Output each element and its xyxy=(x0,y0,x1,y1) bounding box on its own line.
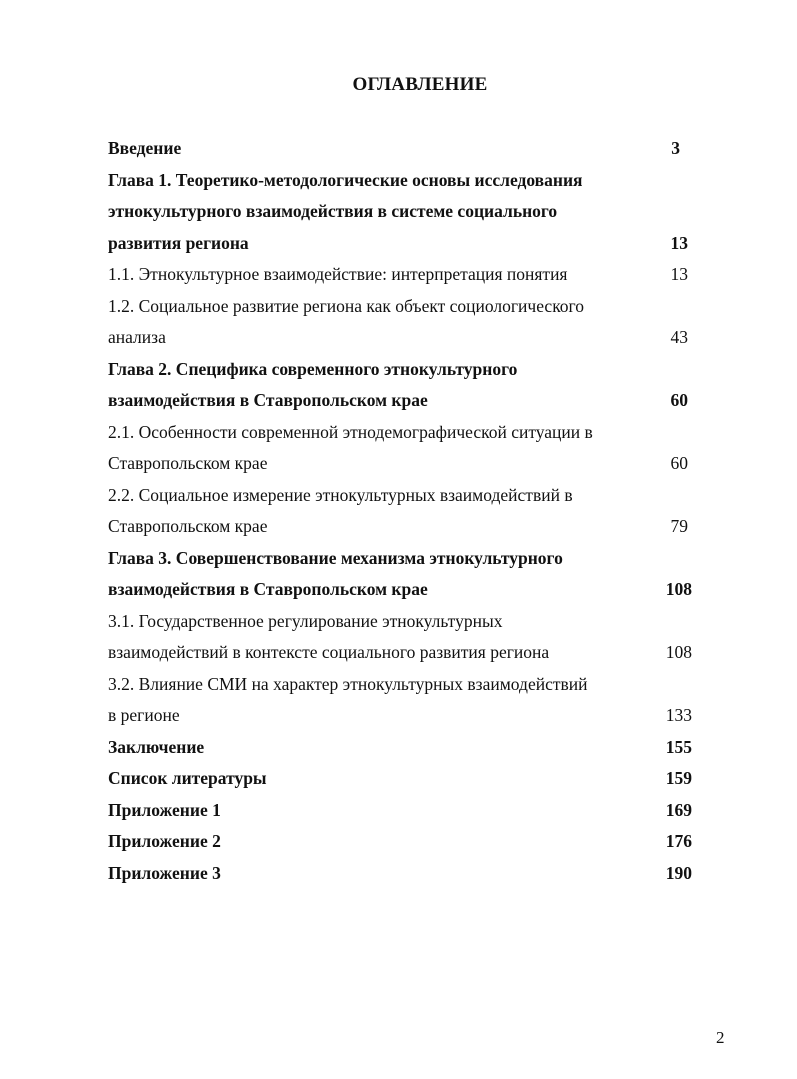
toc-entry-page: 133 xyxy=(665,705,692,725)
toc-entry-text: взаимодействия в Ставропольском крае xyxy=(108,390,428,410)
toc-entry-section-1-1 xyxy=(108,259,692,291)
toc-entry-text: 1.2. Социальное развитие региона как объект социологического xyxy=(108,295,585,316)
toc-entry-appendix-1 xyxy=(108,795,692,827)
toc-entry-section-3-1-end xyxy=(108,637,692,669)
toc-entry-section-2-2-end xyxy=(108,511,692,543)
toc-entry-text: 3.1. Государственное регулирование этнокультурных xyxy=(108,610,503,631)
toc-entry-chapter-3-end xyxy=(108,574,692,606)
toc-entry-page: 159 xyxy=(665,768,692,788)
toc-entry-page: 79 xyxy=(670,516,688,536)
toc-entry-appendix-3 xyxy=(108,858,692,890)
toc-entry-text: Приложение 3 xyxy=(108,862,221,883)
toc-entry-text: Глава 1. Теоретико-методологические основы исследования xyxy=(108,169,583,190)
toc-entry-conclusion xyxy=(108,732,692,764)
toc-entry-chapter-1-end xyxy=(108,228,692,260)
toc-entry-text: взаимодействия в Ставропольском крае xyxy=(108,579,428,599)
toc-entry-page: 60 xyxy=(670,453,688,473)
toc-entry-text: взаимодействий в контексте социального развития региона xyxy=(108,642,550,662)
toc-entry-section-3-2-end xyxy=(108,700,692,732)
toc-entry-text: Заключение xyxy=(108,736,205,757)
toc-entry-section-1-2-end xyxy=(108,322,692,354)
toc-entry-text: анализа xyxy=(108,327,166,347)
toc-entry-page: 3 xyxy=(671,138,680,158)
toc-entry-text: развития региона xyxy=(108,232,249,253)
toc-entry-section-2-2 xyxy=(108,480,692,512)
toc-entry-page: 60 xyxy=(670,390,688,410)
toc-entry-intro xyxy=(108,133,692,165)
toc-entry-page: 108 xyxy=(665,579,692,599)
toc-entry-text: 1.1. Этнокультурное взаимодействие: интерпретация понятия xyxy=(108,264,568,284)
toc-entry-page: 13 xyxy=(670,264,688,284)
toc-entry-text: 2.2. Социальное измерение этнокультурных взаимодействий в xyxy=(108,484,573,505)
toc-entry-text: Приложение 2 xyxy=(108,831,221,851)
toc-entry-page: 43 xyxy=(670,327,688,347)
toc-entry-text: Ставропольском крае xyxy=(108,453,268,473)
toc-entry-chapter-2 xyxy=(108,354,692,386)
toc-entry-text: этнокультурного взаимодействия в системе социального xyxy=(108,201,558,221)
toc-entry-bibliography xyxy=(108,763,692,795)
toc-entry-section-2-1 xyxy=(108,417,692,449)
toc-entry-page: 176 xyxy=(665,831,692,851)
toc-entry-page: 108 xyxy=(665,642,692,662)
toc-entry-section-3-2 xyxy=(108,669,692,701)
toc-entry-section-3-1 xyxy=(108,606,692,638)
toc-entry-page: 155 xyxy=(665,736,692,757)
toc-entry-text: 3.2. Влияние СМИ на характер этнокультурных взаимодействий xyxy=(108,673,588,694)
toc-entry-page: 13 xyxy=(670,232,688,253)
toc-entry-section-2-1-end xyxy=(108,448,692,480)
page-title: ОГЛАВЛЕНИЕ xyxy=(352,74,488,95)
toc-entry-text: Введение xyxy=(108,138,182,158)
toc-entry-text: 2.1. Особенности современной этнодемографической ситуации в xyxy=(108,421,593,442)
toc-entry-page: 190 xyxy=(665,862,692,883)
toc-entry-text: Приложение 1 xyxy=(108,799,221,820)
toc-entry-section-1-2 xyxy=(108,291,692,323)
toc-entry-chapter-1 xyxy=(108,165,692,197)
page-number: 2 xyxy=(716,1028,725,1047)
toc-entry-text: Глава 3. Совершенствование механизма этнокультурного xyxy=(108,547,563,568)
toc-entry-appendix-2 xyxy=(108,826,692,858)
toc-entry-page: 169 xyxy=(665,799,692,820)
toc-entry-chapter-2-end xyxy=(108,385,692,417)
toc-entry-text: Глава 2. Специфика современного этнокультурного xyxy=(108,358,518,379)
toc-entry-text: Ставропольском крае xyxy=(108,516,268,536)
toc-entry-text: в регионе xyxy=(108,705,180,725)
toc-entry-text: Список литературы xyxy=(108,768,267,788)
table-of-contents xyxy=(108,133,692,889)
toc-entry-chapter-1-cont xyxy=(108,196,692,228)
toc-entry-chapter-3 xyxy=(108,543,692,575)
